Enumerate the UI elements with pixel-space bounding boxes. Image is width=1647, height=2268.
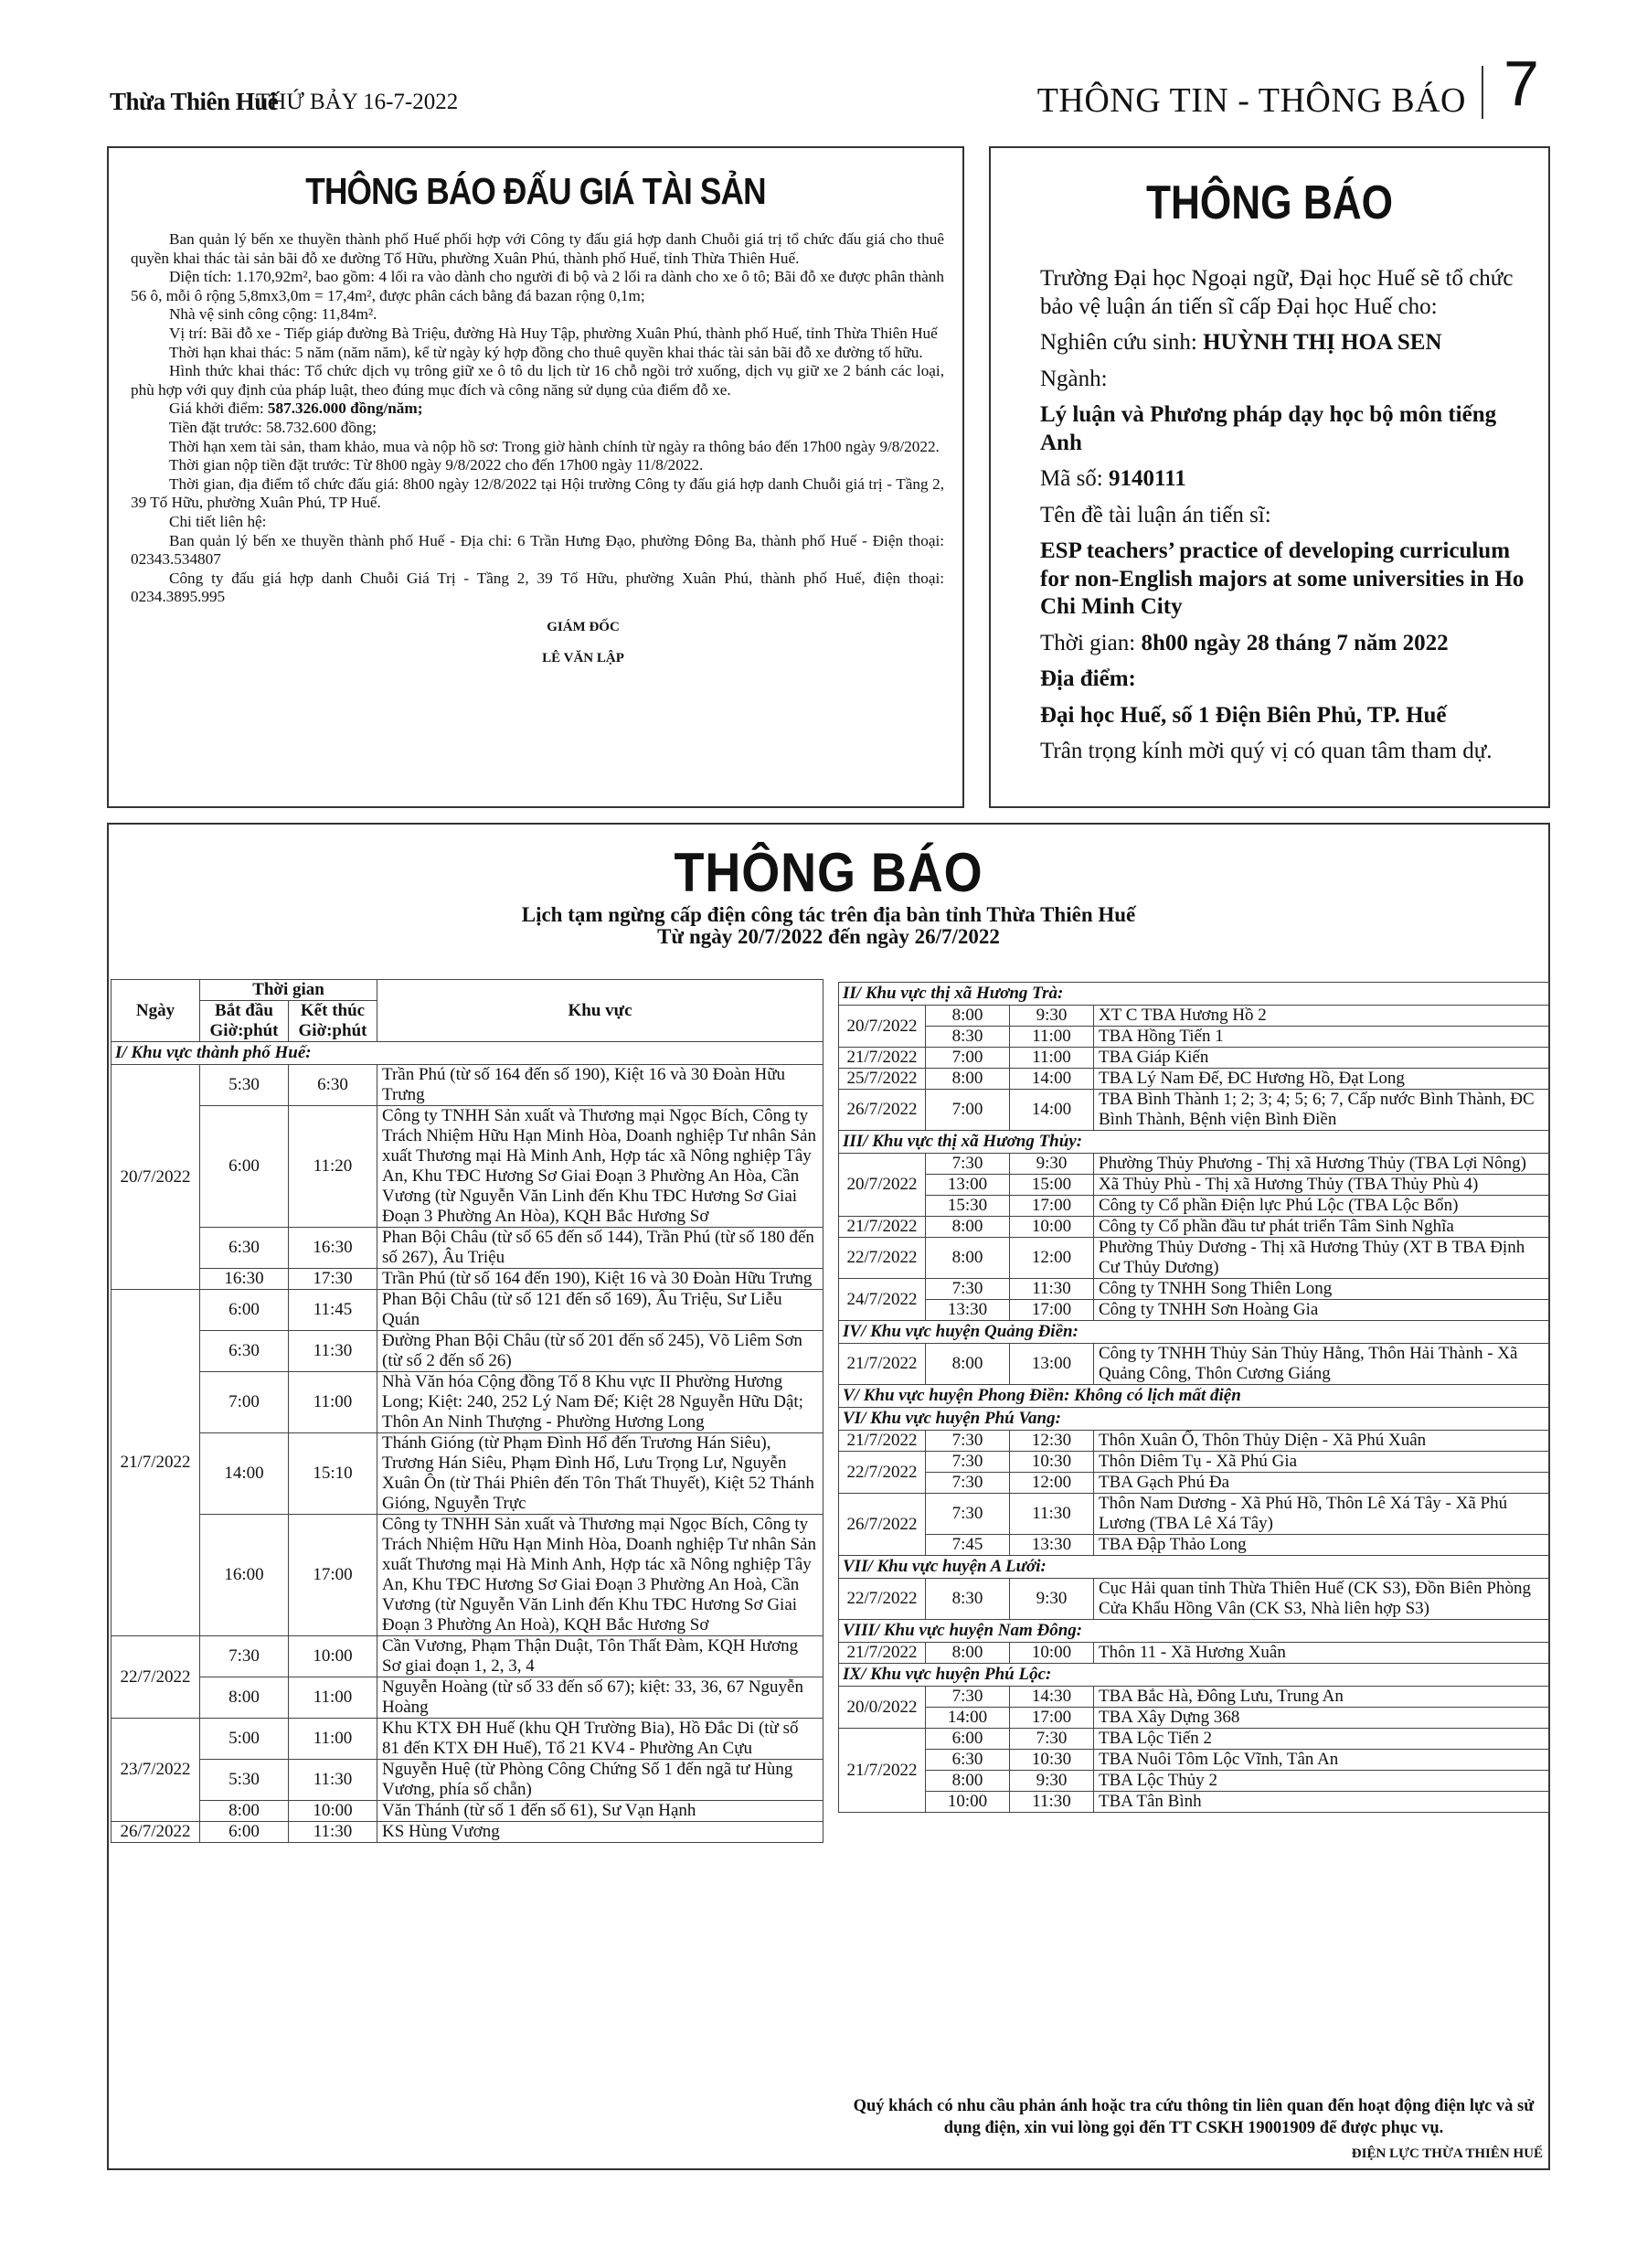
outage-table-right <box>838 982 1549 1813</box>
outage-end: 14:00 <box>1010 1090 1094 1131</box>
outage-start: 6:30 <box>200 1228 289 1269</box>
section-row <box>839 1408 1549 1431</box>
table-row <box>839 1708 1549 1729</box>
outage-date: 22/7/2022 <box>839 1579 926 1620</box>
table-row <box>839 1729 1549 1750</box>
outage-start: 6:30 <box>926 1750 1010 1771</box>
outage-start: 7:30 <box>926 1473 1010 1494</box>
outage-end: 10:30 <box>1010 1452 1094 1473</box>
outage-area: Văn Thánh (từ số 1 đến số 61), Sư Vạn Hạnh <box>377 1801 824 1822</box>
auction-paragraph: Chi tiết liên hệ: <box>169 512 267 530</box>
section-heading: IV/ Khu vực huyện Quảng Điền: <box>839 1321 1549 1344</box>
section-row <box>839 1556 1549 1579</box>
col-area: Khu vực <box>377 980 824 1042</box>
section-heading: V/ Khu vực huyện Phong Điền: Không có lịch mất điện <box>839 1385 1549 1408</box>
table-row <box>839 1175 1549 1196</box>
code-value: 9140111 <box>1109 466 1186 491</box>
outage-area: Nguyễn Huệ (từ Phòng Công Chứng Số 1 đến ngã tư Hùng Vương, phía số chẵn) <box>377 1760 824 1801</box>
table-row <box>112 1822 824 1843</box>
outage-end: 15:00 <box>1010 1175 1094 1196</box>
auction-title: THÔNG BÁO ĐẤU GIÁ TÀI SẢN <box>305 170 766 212</box>
defense-intro: Trường Đại học Ngoại ngữ, Đại học Huế sẽ tổ chức bảo vệ luận án tiến sĩ cấp Đại học Huế cho: <box>1040 266 1514 319</box>
outage-end: 11:00 <box>1010 1048 1094 1069</box>
table-row <box>839 1344 1549 1385</box>
thesis-label: Tên đề tài luận án tiến sĩ: <box>1040 502 1271 527</box>
section-row <box>839 983 1549 1006</box>
outage-end: 6:30 <box>289 1065 377 1106</box>
outage-start: 7:00 <box>926 1090 1010 1131</box>
major-value <box>1011 401 1532 457</box>
table-row <box>839 1687 1549 1708</box>
table-row <box>839 1473 1549 1494</box>
section-heading: VI/ Khu vực huyện Phú Vang: <box>839 1408 1549 1431</box>
outage-start: 7:00 <box>926 1048 1010 1069</box>
outage-end: 9:30 <box>1010 1006 1094 1027</box>
outage-date: 21/7/2022 <box>839 1643 926 1664</box>
place-value <box>1011 702 1532 730</box>
outage-date: 21/7/2022 <box>839 1344 926 1385</box>
section-row <box>839 1385 1549 1408</box>
auction-paragraph: Hình thức khai thác: Tổ chức dịch vụ trông giữ xe ô tô du lịch từ 16 chỗ ngồi trở xuống, dịch vụ giữ xe 2 bánh các loại, phù hợp với quy định của pháp luật, theo đúng mục đích và công năng sử dụng của điểm đỗ xe. <box>131 362 944 399</box>
place-value-text: Đại học Huế, số 1 Điện Biên Phủ, TP. Huế <box>1040 702 1447 728</box>
outage-area: Phường Thủy Dương - Thị xã Hương Thủy (XT B TBA Định Cư Thủy Dương) <box>1094 1238 1549 1279</box>
outage-end: 9:30 <box>1010 1771 1094 1792</box>
auction-paragraph: Thời hạn khai thác: 5 năm (năm năm), kể từ ngày ký hợp đồng cho thuê quyền khai thác tài sản bãi đỗ xe đường tố hữu. <box>169 343 923 361</box>
table-row <box>839 1238 1549 1279</box>
defense-title: THÔNG BÁO <box>1145 176 1394 229</box>
outage-end: 11:30 <box>289 1822 377 1843</box>
outage-start: 8:30 <box>926 1027 1010 1048</box>
outage-end: 9:30 <box>1010 1579 1094 1620</box>
outage-end: 10:00 <box>289 1801 377 1822</box>
section-row <box>839 1321 1549 1344</box>
section-row <box>839 1131 1549 1154</box>
table-row <box>112 1290 824 1331</box>
outage-area: Xã Thủy Phù - Thị xã Hương Thủy (TBA Thủy Phù 4) <box>1094 1175 1549 1196</box>
outage-area: TBA Bình Thành 1; 2; 3; 4; 5; 6; 7, Cấp nước Bình Thành, ĐC Bình Thành, Bệnh viện Bình Điền <box>1094 1090 1549 1131</box>
outage-end: 10:00 <box>1010 1217 1094 1238</box>
col-time: Thời gian <box>200 980 377 1001</box>
outage-end: 11:00 <box>1010 1027 1094 1048</box>
section-title: THÔNG TIN - THÔNG BÁO <box>1036 81 1466 120</box>
outage-start: 8:00 <box>926 1344 1010 1385</box>
power-title: THÔNG BÁO <box>674 842 983 903</box>
outage-end: 14:30 <box>1010 1687 1094 1708</box>
outage-area: TBA Nuôi Tôm Lộc Vĩnh, Tân An <box>1094 1750 1549 1771</box>
table-row <box>112 1677 824 1719</box>
outage-start: 16:30 <box>200 1269 289 1290</box>
signatory-title: GIÁM ĐỐC <box>547 619 620 634</box>
outage-start: 8:00 <box>926 1643 1010 1664</box>
auction-paragraph: Vị trí: Bãi đỗ xe - Tiếp giáp đường Bà Triệu, đường Hà Huy Tập, phường Xuân Phú, thành phố Huế, tỉnh Thừa Thiên Huế <box>169 324 938 342</box>
outage-area: Khu KTX ĐH Huế (khu QH Trường Bia), Hồ Đắc Di (từ số 81 đến KTX ĐH Huế), Tổ 21 KV4 - Phường An Cựu <box>377 1719 824 1760</box>
table-row <box>839 1535 1549 1556</box>
outage-end: 12:00 <box>1010 1238 1094 1279</box>
outage-start: 13:00 <box>926 1175 1010 1196</box>
table-row <box>839 1750 1549 1771</box>
outage-date: 20/7/2022 <box>112 1065 200 1290</box>
outage-end: 11:30 <box>1010 1279 1094 1300</box>
outage-start: 8:30 <box>926 1579 1010 1620</box>
thesis-title-text: ESP teachers’ practice of developing curriculum for non-English majors at some universities in Ho Chi Minh City <box>1040 538 1525 619</box>
outage-area: TBA Lộc Thủy 2 <box>1094 1771 1549 1792</box>
table-row <box>839 1090 1549 1131</box>
outage-end: 17:00 <box>1010 1708 1094 1729</box>
outage-start: 16:00 <box>200 1515 289 1636</box>
table-row <box>839 1048 1549 1069</box>
outage-area: TBA Tân Bình <box>1094 1792 1549 1813</box>
student <box>1011 329 1532 357</box>
outage-area: Thánh Gióng (từ Phạm Đình Hổ đến Trương Hán Siêu), Trương Hán Siêu, Phạm Đình Hổ, Lưu Trọng Lư, Nguyễn Xuân Ôn (từ Thái Phiên đến Tôn Thất Thuyết), Kiệt 52 Thánh Gióng, Nguyễn Trực <box>377 1433 824 1515</box>
outage-start: 6:00 <box>200 1106 289 1228</box>
outage-end: 17:00 <box>289 1515 377 1636</box>
section-heading: I/ Khu vực thành phố Huế: <box>112 1042 824 1065</box>
outage-start: 6:30 <box>200 1331 289 1372</box>
outage-area: Phan Bội Châu (từ số 121 đến số 169), Âu Triệu, Sư Liễu Quán <box>377 1290 824 1331</box>
student-name: HUỲNH THỊ HOA SEN <box>1203 330 1442 355</box>
page-number: 7 <box>1504 48 1539 119</box>
outage-end: 13:00 <box>1010 1344 1094 1385</box>
outage-end: 13:30 <box>1010 1535 1094 1556</box>
outage-date: 25/7/2022 <box>839 1069 926 1090</box>
outage-end: 12:00 <box>1010 1473 1094 1494</box>
outage-start: 6:00 <box>200 1822 289 1843</box>
outage-area: Phường Thủy Phương - Thị xã Hương Thủy (TBA Lợi Nông) <box>1094 1154 1549 1175</box>
outage-start: 8:00 <box>926 1771 1010 1792</box>
section-heading: IX/ Khu vực huyện Phú Lộc: <box>839 1664 1549 1687</box>
time-label: Thời gian: <box>1040 630 1136 655</box>
table-row <box>112 1372 824 1433</box>
auction-paragraph: Thời hạn xem tài sản, tham khảo, mua và nộp hồ sơ: Trong giờ hành chính từ ngày ra thông báo đến 17h00 ngày 9/8/2022. <box>169 437 940 455</box>
table-row <box>839 1452 1549 1473</box>
outage-start: 5:30 <box>200 1760 289 1801</box>
outage-area: Phan Bội Châu (từ số 65 đến số 144), Trần Phú (từ số 180 đến số 267), Âu Triệu <box>377 1228 824 1269</box>
outage-area: Thôn Diêm Tụ - Xã Phú Gia <box>1094 1452 1549 1473</box>
table-row <box>839 1300 1549 1321</box>
outage-table-left <box>111 979 824 1843</box>
table-row <box>112 1636 824 1677</box>
section-heading: VII/ Khu vực huyện A Lưới: <box>839 1556 1549 1579</box>
outage-area: TBA Đập Thảo Long <box>1094 1535 1549 1556</box>
outage-start: 6:00 <box>200 1290 289 1331</box>
table-row <box>839 1069 1549 1090</box>
defense-closing: Trân trọng kính mời quý vị có quan tâm tham dự. <box>1040 739 1493 763</box>
thesis-title <box>1011 538 1532 622</box>
table-row <box>112 1515 824 1636</box>
table-row <box>839 1279 1549 1300</box>
outage-start: 5:00 <box>200 1719 289 1760</box>
outage-start: 15:30 <box>926 1196 1010 1217</box>
section-heading: II/ Khu vực thị xã Hương Trà: <box>839 983 1549 1006</box>
outage-area: Công ty Cổ phần Điện lực Phú Lộc (TBA Lộc Bổn) <box>1094 1196 1549 1217</box>
outage-end: 11:30 <box>289 1331 377 1372</box>
outage-start: 7:30 <box>926 1687 1010 1708</box>
outage-area: Thôn 11 - Xã Hương Xuân <box>1094 1643 1549 1664</box>
power-subtitle-1: Lịch tạm ngừng cấp điện công tác trên địa bàn tỉnh Thừa Thiên Huế <box>521 903 1136 926</box>
defense-time <box>1011 630 1532 658</box>
table-row <box>112 1269 824 1290</box>
outage-end: 7:30 <box>1010 1729 1094 1750</box>
table-row <box>112 1801 824 1822</box>
outage-date: 20/7/2022 <box>839 1006 926 1048</box>
outage-date: 21/7/2022 <box>839 1048 926 1069</box>
table-row <box>839 1792 1549 1813</box>
outage-end: 11:30 <box>1010 1792 1094 1813</box>
section-heading: III/ Khu vực thị xã Hương Thủy: <box>839 1131 1549 1154</box>
starting-price-value: 587.326.000 đồng/năm; <box>267 399 423 418</box>
outage-start: 8:00 <box>200 1801 289 1822</box>
auction-paragraph: Tiền đặt trước: 58.732.600 đồng; <box>169 418 377 436</box>
outage-date: 20/7/2022 <box>839 1154 926 1217</box>
outage-area: Công ty TNHH Sơn Hoàng Gia <box>1094 1300 1549 1321</box>
outage-area: Cần Vương, Phạm Thận Duật, Tôn Thất Đàm, KQH Hương Sơ giai đoạn 1, 2, 3, 4 <box>377 1636 824 1677</box>
outage-start: 7:30 <box>926 1154 1010 1175</box>
table-row <box>839 1771 1549 1792</box>
starting-price-label: Giá khởi điểm: <box>169 399 264 418</box>
starting-price <box>131 399 944 419</box>
code-label: Mã số: <box>1040 466 1103 491</box>
table-row <box>839 1494 1549 1535</box>
table-row <box>839 1579 1549 1620</box>
outage-area: KS Hùng Vương <box>377 1822 824 1843</box>
outage-start: 14:00 <box>926 1708 1010 1729</box>
outage-end: 11:30 <box>1010 1494 1094 1535</box>
outage-date: 21/7/2022 <box>839 1217 926 1238</box>
auction-paragraph: Ban quản lý bến xe thuyền thành phố Huế - Địa chỉ: 6 Trần Hưng Đạo, phường Đông Ba, thành phố Huế - Điện thoại: 02343.534807 <box>131 531 944 569</box>
col-day: Ngày <box>112 980 200 1042</box>
outage-end: 11:00 <box>289 1677 377 1719</box>
outage-area: Công ty Cổ phần đầu tư phát triển Tâm Sinh Nghĩa <box>1094 1217 1549 1238</box>
outage-start: 7:30 <box>926 1431 1010 1452</box>
header-divider <box>1482 66 1483 119</box>
outage-start: 8:00 <box>926 1069 1010 1090</box>
place-label <box>1011 665 1532 694</box>
table-row <box>839 1027 1549 1048</box>
table-row <box>839 1006 1549 1027</box>
auction-paragraph: Thời gian, địa điểm tổ chức đấu giá: 8h00 ngày 12/8/2022 tại Hội trường Công ty đấu giá hợp danh Chuỗi giá trị - Tầng 2, 39 Tố Hữu, phường Xuân Phú, TP Huế. <box>131 474 944 512</box>
outage-date: 21/7/2022 <box>839 1431 926 1452</box>
power-subtitle-2: Từ ngày 20/7/2022 đến ngày 26/7/2022 <box>657 925 1000 948</box>
outage-area: XT C TBA Hương Hồ 2 <box>1094 1006 1549 1027</box>
table-row <box>112 1760 824 1801</box>
outage-start: 7:30 <box>200 1636 289 1677</box>
col-start: Bắt đầu Giờ:phút <box>200 1001 289 1042</box>
outage-area: TBA Giáp Kiến <box>1094 1048 1549 1069</box>
outage-area: TBA Xây Dựng 368 <box>1094 1708 1549 1729</box>
table-row <box>839 1217 1549 1238</box>
outage-end: 16:30 <box>289 1228 377 1269</box>
outage-end: 17:00 <box>1010 1196 1094 1217</box>
outage-area: Nhà Văn hóa Cộng đồng Tổ 8 Khu vực II Phường Hương Long; Kiệt: 240, 252 Lý Nam Đế; Kiệt 28 Nguyễn Hữu Dật; Thôn An Ninh Thượng - Phường Hương Long <box>377 1372 824 1433</box>
outage-start: 8:00 <box>926 1238 1010 1279</box>
col-end: Kết thúc Giờ:phút <box>289 1001 377 1042</box>
auction-paragraph: Ban quản lý bến xe thuyền thành phố Huế phối hợp với Công ty đấu giá hợp danh Chuỗi giá trị tổ chức đấu giá cho thuê quyền khai thác tài sản bãi đỗ xe đường Tố Hữu, phường Xuân Phú, thành phố Huế, tỉnh Thừa Thiên Huế. <box>131 230 944 267</box>
outage-date: 22/7/2022 <box>839 1452 926 1494</box>
table-row <box>112 1228 824 1269</box>
place-label-text: Địa điểm: <box>1040 666 1136 691</box>
thesis-defense-notice <box>989 146 1550 808</box>
major-value-text: Lý luận và Phương pháp dạy học bộ môn tiếng Anh <box>1040 402 1497 455</box>
outage-date: 26/7/2022 <box>112 1822 200 1843</box>
outage-area: Công ty TNHH Song Thiên Long <box>1094 1279 1549 1300</box>
defense-body <box>1011 265 1532 766</box>
table-row <box>112 1719 824 1760</box>
outage-date: 26/7/2022 <box>839 1090 926 1131</box>
outage-date: 26/7/2022 <box>839 1494 926 1556</box>
outage-end: 11:45 <box>289 1290 377 1331</box>
outage-area: TBA Lộc Tiến 2 <box>1094 1729 1549 1750</box>
auction-notice <box>107 146 964 808</box>
outage-date: 21/7/2022 <box>839 1729 926 1813</box>
outage-area: TBA Hồng Tiến 1 <box>1094 1027 1549 1048</box>
auction-paragraph: Diện tích: 1.170,92m², bao gồm: 4 lối ra vào dành cho người đi bộ và 2 lối ra dành cho xe ô tô; Bãi đỗ xe được phân thành 56 ô, mỗi ô rộng 5,8mx3,0m = 17,4m², được phân cách bằng đá bazan rộng 0,1m; <box>131 268 944 304</box>
outage-end: 12:30 <box>1010 1431 1094 1452</box>
section-row <box>112 1042 824 1065</box>
outage-start: 10:00 <box>926 1792 1010 1813</box>
auction-body <box>131 230 944 668</box>
outage-area: Cục Hải quan tỉnh Thừa Thiên Huế (CK S3), Đồn Biên Phòng Cửa Khẩu Hồng Vân (CK S3, Nhà liên hợp S3) <box>1094 1579 1549 1620</box>
outage-start: 7:30 <box>926 1494 1010 1535</box>
student-label: Nghiên cứu sinh: <box>1040 330 1197 355</box>
table-row <box>839 1643 1549 1664</box>
outage-start: 8:00 <box>200 1677 289 1719</box>
outage-end: 11:00 <box>289 1372 377 1433</box>
outage-end: 11:00 <box>289 1719 377 1760</box>
outage-start: 7:00 <box>200 1372 289 1433</box>
outage-start: 8:00 <box>926 1006 1010 1027</box>
table-row <box>839 1431 1549 1452</box>
outage-date: 21/7/2022 <box>112 1290 200 1636</box>
table-row <box>839 1154 1549 1175</box>
outage-start: 7:30 <box>926 1279 1010 1300</box>
section-heading: VIII/ Khu vực huyện Nam Đông: <box>839 1620 1549 1643</box>
power-signature: ĐIỆN LỰC THỪA THIÊN HUẾ <box>1351 2146 1543 2161</box>
auction-paragraph: Công ty đấu giá hợp danh Chuỗi Giá Trị - Tầng 2, 39 Tố Hữu, phường Xuân Phú, thành phố Huế, điện thoại: 0234.3895.995 <box>131 569 944 606</box>
outage-end: 9:30 <box>1010 1154 1094 1175</box>
outage-area: Thôn Xuân Ổ, Thôn Thủy Diện - Xã Phú Xuân <box>1094 1431 1549 1452</box>
outage-end: 15:10 <box>289 1433 377 1515</box>
outage-end: 11:30 <box>289 1760 377 1801</box>
table-row <box>112 1331 824 1372</box>
outage-start: 7:45 <box>926 1535 1010 1556</box>
signatory-name: LÊ VĂN LẬP <box>542 651 624 666</box>
outage-start: 14:00 <box>200 1433 289 1515</box>
outage-end: 11:20 <box>289 1106 377 1228</box>
outage-end: 10:30 <box>1010 1750 1094 1771</box>
outage-end: 10:00 <box>289 1636 377 1677</box>
table-row <box>112 1106 824 1228</box>
major-label: Ngành: <box>1040 366 1108 391</box>
outage-date: 20/0/2022 <box>839 1687 926 1729</box>
outage-end: 14:00 <box>1010 1069 1094 1090</box>
outage-area: Công ty TNHH Sản xuất và Thương mại Ngọc Bích, Công ty Trách Nhiệm Hữu Hạn Minh Hòa, Doanh nghiệp Tư nhân Sản xuất Thương mại Hà Minh Anh, Hợp tác xã Nông nghiệp Tây An, Khu TĐC Hương Sơ Giai Đoạn 3 Phường An Hòa, Cần Vương (từ Nguyễn Văn Linh đến Khu TĐC Hương Sơ Giai Đoạn 3 Phường An Hòa), KQH Bắc Hương Sơ <box>377 1106 824 1228</box>
outage-date: 22/7/2022 <box>112 1636 200 1719</box>
outage-area: Thôn Nam Dương - Xã Phú Hồ, Thôn Lê Xá Tây - Xã Phú Lương (TBA Lê Xá Tây) <box>1094 1494 1549 1535</box>
section-row <box>839 1620 1549 1643</box>
outage-start: 8:00 <box>926 1217 1010 1238</box>
code <box>1011 465 1532 494</box>
time-value: 8h00 ngày 28 tháng 7 năm 2022 <box>1141 630 1449 655</box>
customer-service-note: Quý khách có nhu cầu phản ánh hoặc tra cứu thông tin liên quan đến hoạt động điện lực và sử dụng điện, xin vui lòng gọi đến TT CSKH 19001909 để được phục vụ. <box>853 2097 1535 2137</box>
table-row <box>112 1433 824 1515</box>
outage-area: Trần Phú (từ số 164 đến số 190), Kiệt 16 và 30 Đoàn Hữu Trưng <box>377 1065 824 1106</box>
outage-date: 24/7/2022 <box>839 1279 926 1321</box>
outage-area: Trần Phú (từ số 164 đến 190), Kiệt 16 và 30 Đoàn Hữu Trưng <box>377 1269 824 1290</box>
table-row <box>112 1065 824 1106</box>
section-row <box>839 1664 1549 1687</box>
outage-end: 17:30 <box>289 1269 377 1290</box>
outage-area: TBA Gạch Phú Đa <box>1094 1473 1549 1494</box>
issue-date: THỨ BẢY 16-7-2022 <box>256 90 459 114</box>
outage-start: 7:30 <box>926 1452 1010 1473</box>
outage-end: 10:00 <box>1010 1643 1094 1664</box>
outage-area: Công ty TNHH Thủy Sản Thủy Hằng, Thôn Hải Thành - Xã Quảng Công, Thôn Cương Giáng <box>1094 1344 1549 1385</box>
outage-date: 23/7/2022 <box>112 1719 200 1822</box>
outage-area: Nguyễn Hoàng (từ số 33 đến số 67); kiệt: 33, 36, 67 Nguyễn Hoàng <box>377 1677 824 1719</box>
auction-paragraph: Nhà vệ sinh công cộng: 11,84m². <box>169 305 377 324</box>
outage-end: 17:00 <box>1010 1300 1094 1321</box>
outage-start: 5:30 <box>200 1065 289 1106</box>
auction-paragraph: Thời gian nộp tiền đặt trước: Từ 8h00 ngày 9/8/2022 cho đến 17h00 ngày 11/8/2022. <box>169 456 704 474</box>
outage-start: 6:00 <box>926 1729 1010 1750</box>
outage-area: TBA Lý Nam Đế, ĐC Hương Hồ, Đạt Long <box>1094 1069 1549 1090</box>
outage-area: TBA Bắc Hà, Đông Lưu, Trung An <box>1094 1687 1549 1708</box>
outage-date: 22/7/2022 <box>839 1238 926 1279</box>
table-row <box>839 1196 1549 1217</box>
outage-area: Công ty TNHH Sản xuất và Thương mại Ngọc Bích, Công ty Trách Nhiệm Hữu Hạn Minh Hòa, Doanh nghiệp Tư nhân Sản xuất Thương mại Hà Minh Anh, Hợp tác xã Nông nghiệp Tây An, Khu TĐC Hương Sơ Giai Đoạn 3 Phường An Hoà, Cần Vương (từ Nguyễn Văn Linh đến Khu TĐC Hương Sơ Giai Đoạn 3 Phường An Hoà), KQH Bắc Hương Sơ <box>377 1515 824 1636</box>
outage-area: Đường Phan Bội Châu (từ số 201 đến số 245), Võ Liêm Sơn (từ số 2 đến số 26) <box>377 1331 824 1372</box>
outage-start: 13:30 <box>926 1300 1010 1321</box>
newspaper-name: Thừa Thiên Huế <box>110 88 279 115</box>
